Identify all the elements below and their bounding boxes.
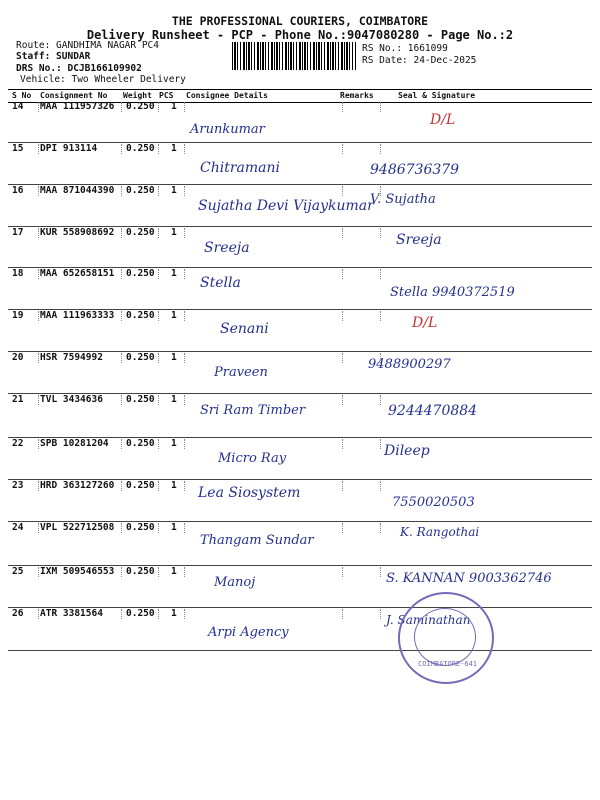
column-divider — [158, 395, 159, 405]
consignee-handwriting: Lea Siosystem — [198, 485, 301, 501]
table-row — [8, 267, 592, 309]
column-divider — [38, 395, 39, 405]
signature-handwriting: 9488900297 — [368, 357, 451, 372]
stamp-text: COIMBATORE-641 — [418, 660, 478, 668]
consignment-cell: TVL 3434636 — [40, 394, 103, 405]
column-divider — [158, 439, 159, 449]
company-title: THE PROFESSIONAL COURIERS, COIMBATORE — [171, 14, 429, 28]
sno-cell: 14 — [12, 101, 24, 112]
signature-handwriting: J. Saminathan — [386, 613, 471, 627]
column-divider — [121, 144, 122, 154]
consignment-cell: HRD 363127260 — [40, 480, 115, 491]
col-consignment: Consignment No — [40, 91, 108, 100]
signature-handwriting: 9486736379 — [370, 162, 460, 178]
column-divider — [342, 439, 343, 449]
weight-cell: 0.250 — [126, 143, 155, 154]
pcs-cell: 1 — [171, 310, 177, 321]
signature-handwriting: Dileep — [384, 443, 430, 459]
column-divider — [121, 523, 122, 533]
consignment-cell: KUR 558908692 — [40, 227, 115, 238]
column-divider — [121, 228, 122, 238]
sno-cell: 15 — [12, 143, 24, 154]
col-remarks: Remarks — [340, 91, 374, 100]
column-divider — [121, 609, 122, 619]
column-divider — [38, 353, 39, 363]
col-signature: Seal & Signature — [398, 91, 476, 100]
runsheet-subtitle: Delivery Runsheet - PCP - Phone No.:9047080280 - Page No.:2 — [86, 28, 514, 42]
consignee-handwriting: Sri Ram Timber — [200, 403, 306, 418]
column-divider — [342, 523, 343, 533]
column-divider — [184, 102, 185, 112]
table-row — [8, 309, 592, 351]
column-divider — [38, 186, 39, 196]
column-divider — [342, 609, 343, 619]
column-divider — [184, 269, 185, 279]
consignee-handwriting: Manoj — [214, 575, 256, 590]
sno-cell: 26 — [12, 608, 24, 619]
column-divider — [158, 269, 159, 279]
signature-handwriting: D/L — [412, 315, 438, 331]
column-divider — [342, 228, 343, 238]
pcs-cell: 1 — [171, 101, 177, 112]
drs-line — [16, 63, 142, 74]
column-divider — [158, 523, 159, 533]
signature-handwriting: 7550020503 — [392, 495, 475, 510]
consignment-cell: MAA 652658151 — [40, 268, 115, 279]
signature-handwriting: 9244470884 — [388, 403, 478, 419]
column-divider — [38, 228, 39, 238]
consignment-cell: DPI 913114 — [40, 143, 98, 154]
staff-label: Staff: SUNDAR — [16, 51, 91, 62]
column-divider — [184, 567, 185, 577]
sno-cell: 17 — [12, 227, 24, 238]
sno-cell: 19 — [12, 310, 24, 321]
signature-handwriting: S. KANNAN 9003362746 — [386, 571, 552, 586]
weight-cell: 0.250 — [126, 522, 155, 533]
column-divider — [184, 439, 185, 449]
column-divider — [158, 144, 159, 154]
column-divider — [342, 481, 343, 491]
drs-label: DRS No.: — [16, 63, 62, 74]
column-divider — [342, 186, 343, 196]
column-divider — [121, 481, 122, 491]
column-divider — [38, 567, 39, 577]
pcs-cell: 1 — [171, 185, 177, 196]
column-divider — [121, 186, 122, 196]
table-row — [8, 565, 592, 607]
column-divider — [380, 269, 381, 279]
pcs-cell: 1 — [171, 352, 177, 363]
rs-date: RS Date: 24-Dec-2025 — [362, 55, 477, 66]
consignee-handwriting: Thangam Sundar — [200, 533, 314, 548]
column-divider — [380, 481, 381, 491]
consignee-handwriting: Chitramani — [200, 160, 280, 176]
column-divider — [342, 144, 343, 154]
route-label: Route: GANDHIMA NAGAR PC4 — [16, 40, 159, 51]
signature-handwriting: V. Sujatha — [370, 192, 436, 207]
column-divider — [342, 353, 343, 363]
column-divider — [184, 144, 185, 154]
weight-cell: 0.250 — [126, 566, 155, 577]
consignment-cell: ATR 3381564 — [40, 608, 103, 619]
table-row — [8, 479, 592, 521]
consignee-handwriting: Arpi Agency — [208, 625, 289, 640]
table-row — [8, 351, 592, 393]
consignment-cell: VPL 522712508 — [40, 522, 115, 533]
column-divider — [380, 102, 381, 112]
column-divider — [184, 609, 185, 619]
column-divider — [380, 439, 381, 449]
column-divider — [184, 481, 185, 491]
barcode — [232, 42, 356, 70]
pcs-cell: 1 — [171, 143, 177, 154]
consignment-cell: MAA 871044390 — [40, 185, 115, 196]
column-divider — [380, 609, 381, 619]
column-divider — [184, 395, 185, 405]
col-pcs: PCS — [159, 91, 174, 100]
column-divider — [38, 439, 39, 449]
column-divider — [158, 228, 159, 238]
column-divider — [380, 144, 381, 154]
column-divider — [38, 609, 39, 619]
col-sno: S No — [12, 91, 32, 100]
drs-number: DCJB166109902 — [67, 63, 142, 74]
sno-cell: 23 — [12, 480, 24, 491]
consignee-handwriting: Praveen — [214, 365, 268, 380]
weight-cell: 0.250 — [126, 480, 155, 491]
column-divider — [158, 186, 159, 196]
row-divider — [8, 650, 592, 651]
signature-handwriting: D/L — [430, 112, 456, 128]
column-divider — [38, 523, 39, 533]
column-divider — [380, 353, 381, 363]
column-divider — [38, 102, 39, 112]
weight-cell: 0.250 — [126, 394, 155, 405]
consignee-handwriting: Sujatha Devi Vijaykumar — [198, 198, 374, 214]
column-divider — [184, 228, 185, 238]
column-divider — [342, 567, 343, 577]
column-divider — [158, 102, 159, 112]
seal-stamp — [398, 592, 494, 684]
table-row — [8, 100, 592, 142]
table-row — [8, 226, 592, 267]
sno-cell: 20 — [12, 352, 24, 363]
sno-cell: 25 — [12, 566, 24, 577]
column-divider — [38, 144, 39, 154]
vehicle-label: Vehicle: Two Wheeler Delivery — [20, 74, 186, 85]
column-divider — [121, 395, 122, 405]
consignee-handwriting: Arunkumar — [190, 122, 265, 137]
weight-cell: 0.250 — [126, 185, 155, 196]
pcs-cell: 1 — [171, 480, 177, 491]
signature-handwriting: K. Rangothai — [400, 525, 480, 539]
column-divider — [158, 311, 159, 321]
column-divider — [380, 395, 381, 405]
weight-cell: 0.250 — [126, 101, 155, 112]
column-divider — [121, 439, 122, 449]
column-divider — [184, 311, 185, 321]
pcs-cell: 1 — [171, 566, 177, 577]
column-divider — [342, 269, 343, 279]
column-divider — [38, 481, 39, 491]
column-divider — [380, 186, 381, 196]
pcs-cell: 1 — [171, 522, 177, 533]
weight-cell: 0.250 — [126, 352, 155, 363]
column-divider — [184, 186, 185, 196]
column-divider — [158, 567, 159, 577]
column-divider — [342, 395, 343, 405]
pcs-cell: 1 — [171, 394, 177, 405]
signature-handwriting: Stella 9940372519 — [390, 285, 515, 300]
table-row — [8, 521, 592, 565]
column-divider — [380, 311, 381, 321]
column-divider — [380, 523, 381, 533]
weight-cell: 0.250 — [126, 227, 155, 238]
column-divider — [380, 567, 381, 577]
consignee-handwriting: Sreeja — [204, 240, 250, 256]
consignment-cell: MAA 111957326 — [40, 101, 115, 112]
column-divider — [158, 481, 159, 491]
table-row — [8, 393, 592, 437]
table-row — [8, 607, 592, 650]
sno-cell: 21 — [12, 394, 24, 405]
pcs-cell: 1 — [171, 227, 177, 238]
column-divider — [380, 228, 381, 238]
table-row — [8, 437, 592, 479]
column-divider — [342, 102, 343, 112]
column-divider — [121, 102, 122, 112]
table-row — [8, 184, 592, 226]
column-divider — [158, 353, 159, 363]
consignee-handwriting: Micro Ray — [218, 451, 287, 466]
sno-cell: 18 — [12, 268, 24, 279]
consignment-cell: MAA 111963333 — [40, 310, 115, 321]
pcs-cell: 1 — [171, 268, 177, 279]
weight-cell: 0.250 — [126, 310, 155, 321]
column-divider — [121, 567, 122, 577]
column-divider — [38, 269, 39, 279]
rs-number: RS No.: 1661099 — [362, 43, 448, 54]
consignment-cell: HSR 7594992 — [40, 352, 103, 363]
sno-cell: 16 — [12, 185, 24, 196]
column-divider — [121, 353, 122, 363]
signature-handwriting: Sreeja — [396, 232, 442, 248]
column-divider — [184, 523, 185, 533]
column-divider — [158, 609, 159, 619]
col-weight: Weight — [123, 91, 152, 100]
column-divider — [184, 353, 185, 363]
pcs-cell: 1 — [171, 438, 177, 449]
column-divider — [342, 311, 343, 321]
column-divider — [121, 311, 122, 321]
weight-cell: 0.250 — [126, 268, 155, 279]
column-divider — [38, 311, 39, 321]
consignment-cell: IXM 509546553 — [40, 566, 115, 577]
weight-cell: 0.250 — [126, 438, 155, 449]
sno-cell: 24 — [12, 522, 24, 533]
weight-cell: 0.250 — [126, 608, 155, 619]
consignee-handwriting: Stella — [200, 275, 241, 291]
sno-cell: 22 — [12, 438, 24, 449]
consignee-handwriting: Senani — [220, 321, 269, 337]
pcs-cell: 1 — [171, 608, 177, 619]
table-row — [8, 142, 592, 184]
column-divider — [121, 269, 122, 279]
consignment-cell: SPB 10281204 — [40, 438, 109, 449]
col-consignee: Consignee Details — [186, 91, 268, 100]
